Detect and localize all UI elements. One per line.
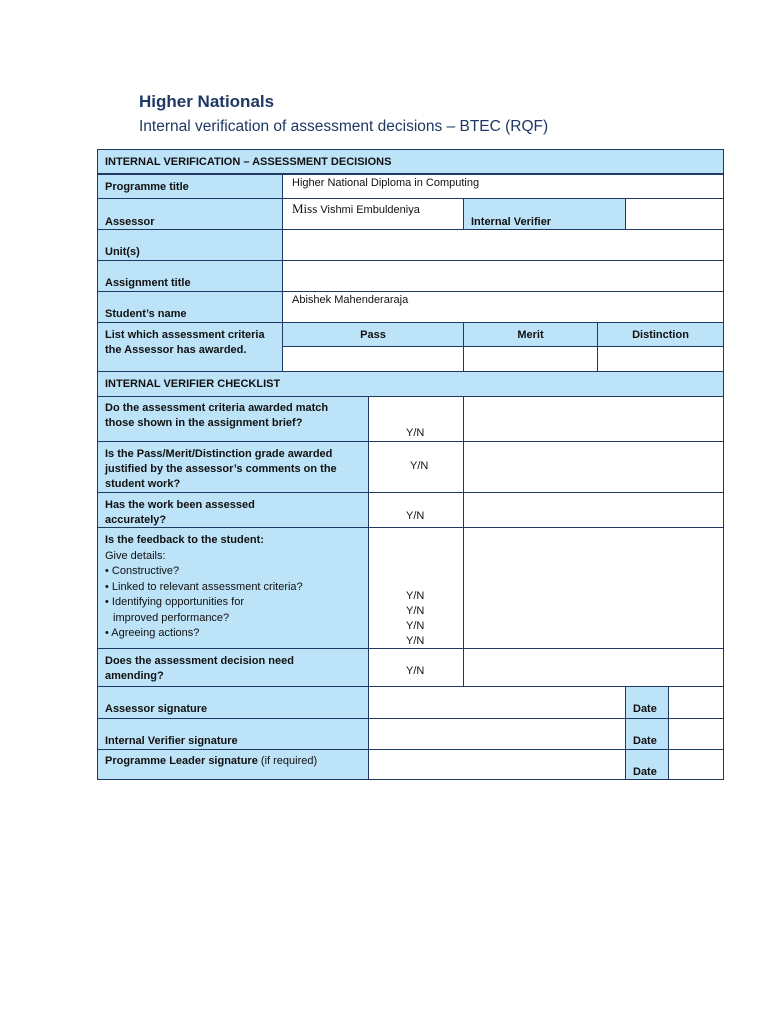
question-line: student work? [105,478,181,490]
yn-text: Y/N [406,665,425,677]
assessor-date-field[interactable] [668,686,724,719]
pl-signature-field[interactable] [368,749,626,780]
pl-date-label [625,749,669,780]
iv-date-field[interactable] [668,718,724,750]
internal-verifier-label [463,198,626,230]
document-subtitle: Internal verification of assessment decisions – BTEC (RQF) [139,118,549,135]
question-line: Is the Pass/Merit/Distinction grade awarded [105,448,333,460]
section-heading-assessment-decisions [97,149,724,174]
grade-pass-text: Pass [360,329,386,341]
programme-title-label-text: Programme title [105,181,189,193]
assessor-label [97,198,283,230]
question-line: Does the assessment decision need [105,655,294,667]
yn-text: Y/N [406,510,425,522]
assessor-date-label [625,686,669,719]
criteria-label-line: List which assessment criteria [105,329,265,341]
question-line: Is the feedback to the student: [105,534,264,546]
yn-text: Y/N [406,620,425,632]
distinction-criteria-field[interactable] [597,346,724,372]
student-name-label-text: Student’s name [105,308,187,320]
assessor-field[interactable] [282,198,464,230]
feedback-bullet: • Linked to relevant assessment criteria? [105,580,303,593]
yn-text: Y/N [410,460,429,472]
assessor-signature-label [97,686,369,719]
iv-signature-label [97,718,369,750]
programme-title-label [97,174,283,199]
assignment-title-label-text: Assignment title [105,277,191,289]
question-line: justified by the assessor’s comments on the [105,463,337,475]
assessor-signature-text: Assessor signature [105,703,208,715]
date-label-text: Date [633,766,657,778]
assessor-label-text: Assessor [105,216,155,228]
assessor-value [292,201,420,217]
question-line: amending? [105,670,164,682]
pl-date-field[interactable] [668,749,724,780]
programme-title-field[interactable] [282,174,724,199]
programme-title-value: Higher National Diploma in Computing [292,177,480,189]
assessor-name: Vishmi Embuldeniya [320,204,420,216]
grade-distinction-text: Distinction [632,329,689,341]
pl-signature-label-text: Programme Leader signature [105,755,258,767]
date-label-text: Date [633,735,657,747]
pass-criteria-field[interactable] [282,346,464,372]
assessor-signature-field[interactable] [368,686,626,719]
pl-signature-note: (if required) [260,755,318,767]
document-title: Higher Nationals [139,92,275,111]
section-heading-text: INTERNAL VERIFIER CHECKLIST [105,378,281,390]
checklist-question-decision-amending [97,648,369,687]
iv-signature-field[interactable] [368,718,626,750]
question-line: Has the work been assessed [105,499,255,511]
feedback-bullet: • Agreeing actions? [105,627,200,639]
internal-verifier-field[interactable] [625,198,724,230]
merit-criteria-field[interactable] [463,346,598,372]
units-label [97,229,283,261]
iv-signature-text: Internal Verifier signature [105,735,238,747]
section-heading-text: INTERNAL VERIFICATION – ASSESSMENT DECISIONS [105,156,392,168]
give-details-text: Give details: [105,549,166,562]
yn-field-grade-justified[interactable] [368,441,464,493]
yn-field-assessed-accurately[interactable] [368,492,464,528]
date-label-text: Date [633,703,657,715]
assignment-title-label [97,260,283,292]
yn-field-criteria-match[interactable] [368,396,464,442]
comment-field-decision-amending[interactable] [463,648,724,687]
checklist-question-criteria-match [97,396,369,442]
question-line: Do the assessment criteria awarded match [105,402,329,414]
feedback-bullet: • Identifying opportunities for [105,596,244,608]
yn-text: Y/N [406,635,425,647]
grade-merit-text: Merit [517,329,544,341]
feedback-bullet: • Constructive? [105,565,180,577]
yn-text: Y/N [406,427,425,439]
student-name-label [97,291,283,323]
checklist-question-assessed-accurately [97,492,369,528]
student-name-field[interactable] [282,291,724,323]
checklist-question-grade-justified [97,441,369,493]
checklist-question-feedback [97,527,369,649]
feedback-bullet-continuation: improved performance? [113,611,230,624]
comment-field-feedback[interactable] [463,527,724,649]
iv-date-label [625,718,669,750]
comment-field-grade-justified[interactable] [463,441,724,493]
yn-text: Y/N [406,605,425,617]
internal-verifier-label-text: Internal Verifier [471,216,552,228]
grade-header-pass [282,322,464,347]
criteria-label-line: the Assessor has awarded. [105,344,247,356]
pl-signature-text [105,755,317,767]
comment-field-criteria-match[interactable] [463,396,724,442]
grade-header-distinction [597,322,724,347]
grade-header-merit [463,322,598,347]
question-line: accurately? [105,514,167,526]
yn-field-decision-amending[interactable] [368,648,464,687]
section-heading-iv-checklist [97,371,724,397]
pl-signature-label [97,749,369,780]
assignment-title-field[interactable] [282,260,724,292]
assessor-prefix: Miss [292,201,318,216]
question-line: those shown in the assignment brief? [105,417,303,429]
units-label-text: Unit(s) [105,246,140,258]
criteria-awarded-label [97,322,283,372]
comment-field-assessed-accurately[interactable] [463,492,724,528]
yn-text: Y/N [406,590,425,602]
yn-field-feedback[interactable] [368,527,464,649]
units-field[interactable] [282,229,724,261]
student-name-value: Abishek Mahenderaraja [292,294,409,306]
